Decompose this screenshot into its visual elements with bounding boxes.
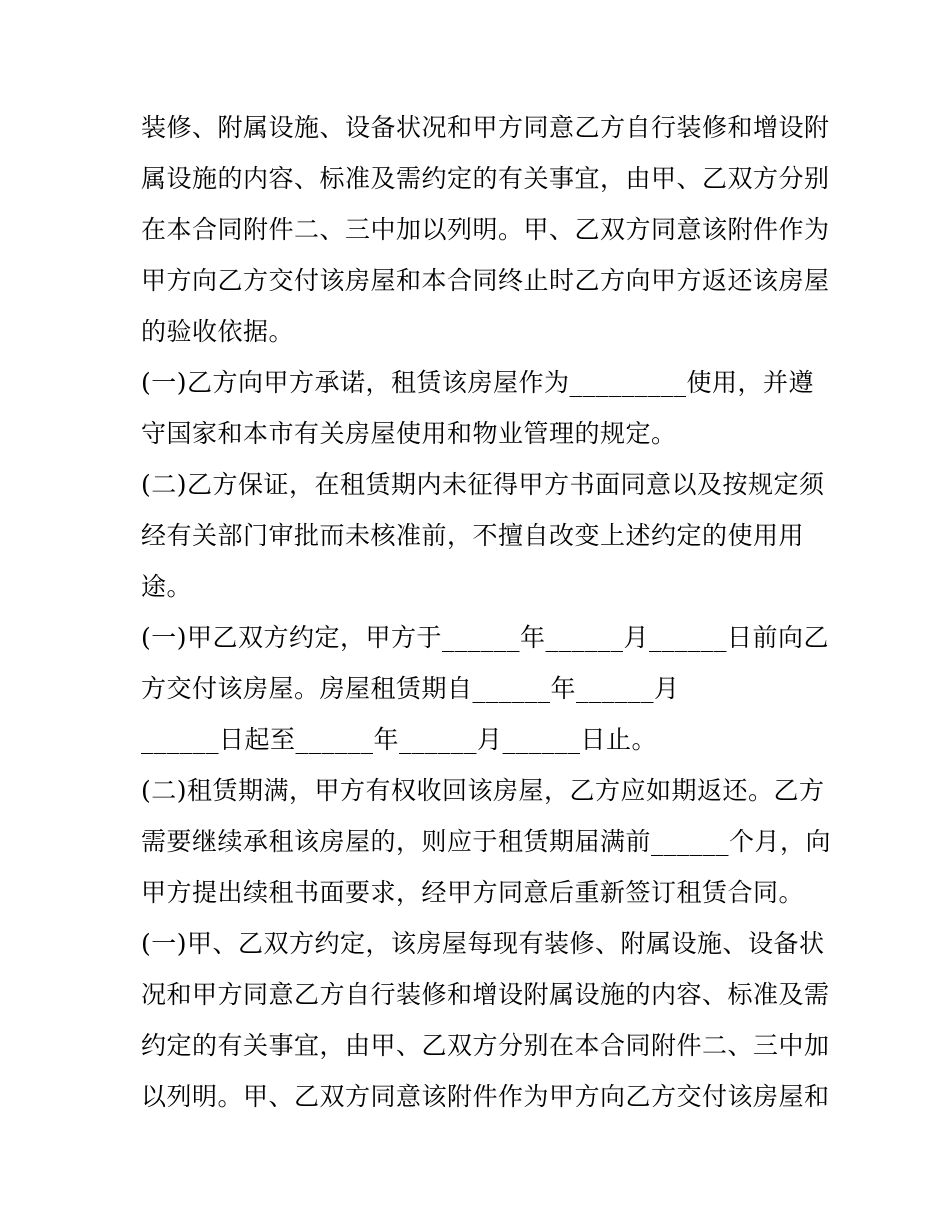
text-line: 属设施的内容、标准及需约定的有关事宜，由甲、乙双方分别	[141, 164, 830, 193]
text-line: 守国家和本市有关房屋使用和物业管理的规定。	[141, 419, 677, 448]
text-line: 以列明。甲、乙双方同意该附件作为甲方向乙方交付该房屋和	[141, 1082, 830, 1111]
text-line: (二)租赁期满，甲方有权收回该房屋，乙方应如期返还。乙方	[141, 776, 825, 805]
text-line: (二)乙方保证，在租赁期内未征得甲方书面同意以及按规定须	[141, 470, 825, 499]
text-line: 在本合同附件二、三中加以列明。甲、乙双方同意该附件作为	[141, 215, 830, 244]
text-line: 甲方向乙方交付该房屋和本合同终止时乙方向甲方返还该房屋	[141, 266, 830, 295]
text-line: 途。	[141, 572, 193, 601]
document-body	[141, 102, 832, 1122]
text-line: 甲方提出续租书面要求，经甲方同意后重新签订租赁合同。	[141, 878, 805, 907]
text-line: ______日起至______年______月______日止。	[141, 725, 658, 754]
text-line: (一)甲、乙双方约定，该房屋每现有装修、附属设施、设备状	[141, 929, 825, 958]
text-line: 况和甲方同意乙方自行装修和增设附属设施的内容、标准及需	[141, 980, 830, 1009]
text-line: 方交付该房屋。房屋租赁期自______年______月	[141, 674, 680, 703]
text-line: 经有关部门审批而未核准前，不擅自改变上述约定的使用用	[141, 521, 805, 550]
text-line: 的验收依据。	[141, 317, 295, 346]
text-line: 装修、附属设施、设备状况和甲方同意乙方自行装修和增设附	[141, 113, 830, 142]
text-line: 约定的有关事宜，由甲、乙双方分别在本合同附件二、三中加	[141, 1031, 830, 1060]
text-line: (一)甲乙双方约定，甲方于______年______月______日前向乙	[141, 623, 830, 652]
text-line: (一)乙方向甲方承诺，租赁该房屋作为_________使用，并遵	[141, 368, 815, 397]
text-line: 需要继续承租该房屋的，则应于租赁期届满前______个月，向	[141, 827, 832, 856]
